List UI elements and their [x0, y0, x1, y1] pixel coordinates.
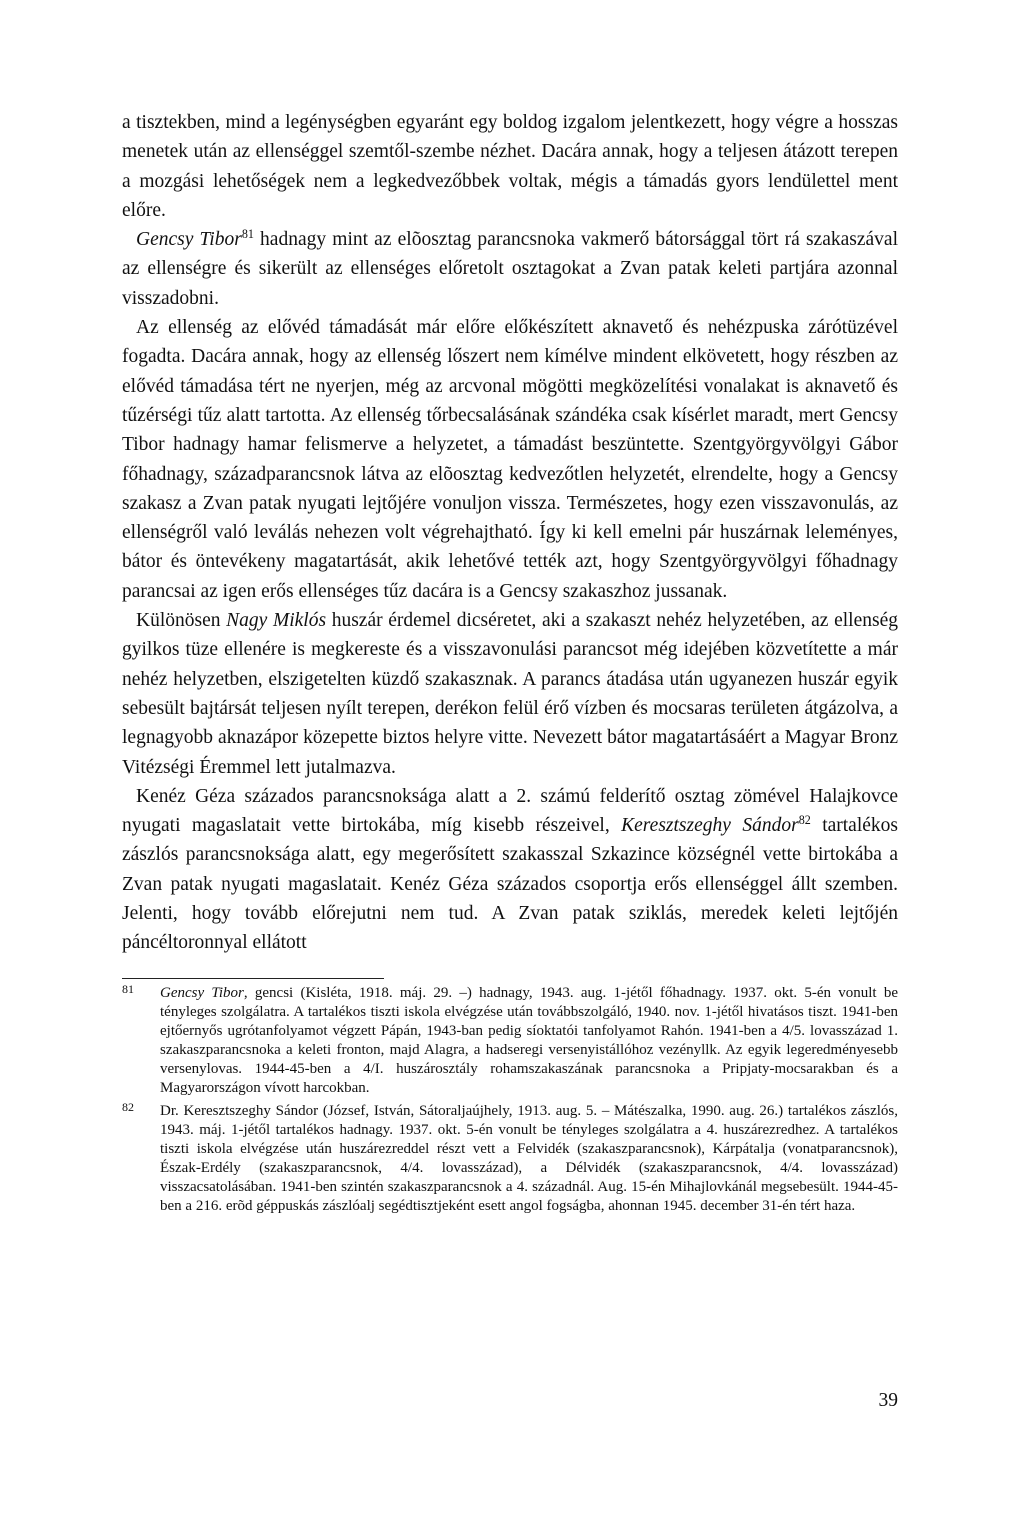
person-name-gencsy: Gencsy Tibor [136, 229, 242, 251]
paragraph-3: Az ellenség az elővéd támadását már előre előkészített aknavető és nehézpuska zárótüzével fogadta. Dacára annak, hogy az ellenség lőszert nem kímélve mindent elkövetett, hogy részben az elővéd támadása tért ne nyerjen, még az arcvonal mögötti megközelítési vonalakat is aknavető és tűzérségi tűz alatt tartotta. Az ellenség tőrbecsalásának szándéka csak kísérlet maradt, mert Gencsy Tibor hadnagy hamar felismerve a helyzetet, a támadást beszüntette. Szentgyörgyvölgyi Gábor főhadnagy, századparancsnok látva az elõosztag kedvezőtlen helyzetét, elrendelte, hogy a Gencsy szakasz a Zvan patak nyugati lejtőjére vonuljon vissza. Természetes, hogy ezen visszavonulás, az ellenségről való leválás nehezen volt végrehajtható. Így ki kell emelni pár huszárnak leleményes, bátor és öntevékeny magatartását, akik lehetővé tették azt, hogy Szentgyörgyvölgyi főhadnagy parancsai az igen erős ellenséges tűz dacára is a Gencsy szakaszhoz jussanak. [122, 317, 898, 602]
footnote-divider [122, 978, 384, 979]
paragraph-4-lead: Különösen [136, 610, 227, 632]
page-number: 39 [878, 1390, 898, 1411]
footnote-mark: 81 [122, 982, 134, 996]
paragraph-2-text: hadnagy mint az elõosztag parancsnoka vakmerő bátorsággal tört rá szakaszával az ellenségre és sikerült az ellenséges előretolt osztagokat a Zvan patak keleti partjára azonnal visszadobni. [122, 229, 898, 309]
footnote-ref-82: 82 [798, 812, 811, 827]
footnote-ref-81: 81 [241, 226, 254, 241]
footnote-82 [122, 1102, 898, 1216]
paragraph-5 [122, 782, 898, 958]
footnote-text: Dr. Keresztszeghy Sándor (József, István, Sátoraljaújhely, 1913. aug. 5. – Mátészalka, 1990. aug. 26.) tartalékos zászlós, 1943. máj. 1-jétől tartalékos hadnagy. 1937. okt. 5-én vonult be tényleges szolgálatra a 4. huszárezredhez. A tartalékos tiszti iskola elvégzése után huszárezreddel részt vett a Felvidék (szakaszparancsnok), Kárpátalja (vonatparancsnok), Észak-Erdély (szakaszparancsnok, 4/4. lovasszázad), a Délvidék (szakaszparancsnok, 4/4. lovasszázad) visszacsatolásában. 1941-ben szintén szakaszparancsnok a 4. századnál. Aug. 15-én Mihajlovkánál megsebesült. 1944-45-ben a 216. erõd géppuskás zászlóalj segédtisztjeként esett angol fogságba, ahonnan 1945. december 31-én tért haza. [160, 1103, 898, 1214]
footnote-text: , gencsi (Kisléta, 1918. máj. 29. –) hadnagy, 1943. aug. 1-jétől főhadnagy. 1937. okt. 5-én vonult be tényleges szolgálatra. A tartalékos tiszti iskola elvégzése után továbbszolgáló, 1940. nov. 1-jétől hivatásos tiszt. 1941-ben ejtőernyős ugrótanfolyamot végzett Pápán, 1943-ban pedig síoktatói tanfolyamot Rahón. 1941-ben a 4/5. lovasszázad 1. szakaszparancsnoka a keleti fronton, majd Alagra, a hadseregi versenyistállóhoz vezényllk. Az egyik legeredményesebb versenylovas. 1944-45-ben a 4/I. huszárosztály rohamszakaszának parancsnoka a Pripjaty-mocsarakban és a Magyarországon vívott harcokban. [160, 985, 898, 1096]
footnotes [122, 984, 898, 1220]
paragraph-1: a tisztekben, mind a legénységben egyaránt egy boldog izgalom jelentkezett, hogy végre a hosszas menetek után az ellenséggel szemtől-szembe nézhet. Dacára annak, hogy a teljesen átázott terepen a mozgási lehetőségek nem a legkedvezőbbek voltak, mégis a támadás gyors lendülettel ment előre. [122, 112, 898, 221]
footnote-mark: 82 [122, 1100, 134, 1114]
paragraph-4 [122, 606, 898, 782]
paragraph-5-text: tartalékos zászlós parancsnoksága alatt, egy megerősített szakasszal Szkazince községnél vette birtokába a Zvan patak nyugati magaslatait. Kenéz Géza százados csoportja erős ellenséggel állt szemben. Jelenti, hogy tovább előrejutni nem tud. A Zvan patak sziklás, meredek keleti lejtőjén páncéltoronnyal ellátott [122, 815, 898, 954]
person-name-nagy: Nagy Miklós [226, 610, 327, 632]
footnote-name: Gencsy Tibor [160, 985, 244, 1001]
main-text [122, 108, 898, 958]
person-name-keresztszeghy: Keresztszeghy Sándor [621, 815, 799, 837]
paragraph-5-lead: Kenéz Géza százados parancsnoksága alatt a 2. számú felderítő osztag zömével Halajkovce nyugati magaslatait vette birtokába, míg kisebb részeivel, [122, 785, 898, 837]
paragraph-2 [122, 225, 898, 313]
footnote-81 [122, 984, 898, 1098]
paragraph-4-text: huszár érdemel dicséretet, aki a szakaszt nehéz helyzetében, az ellenség gyilkos tüze ellenére is megkereste és a visszavonulási parancsot még idejében közvetítette a már nehéz helyzetben, elszigetelten küzdő szakasznak. A parancs átadása után ugyanezen huszár egyik sebesült bajtársát teljesen nyílt terepen, derékon felül érő vízben és mocsaras területen átgázolva, a legnagyobb aknazápor közepette biztos helyre vitte. Nevezett bátor magatartásáért a Magyar Bronz Vitézségi Éremmel lett jutalmazva. [122, 610, 898, 778]
